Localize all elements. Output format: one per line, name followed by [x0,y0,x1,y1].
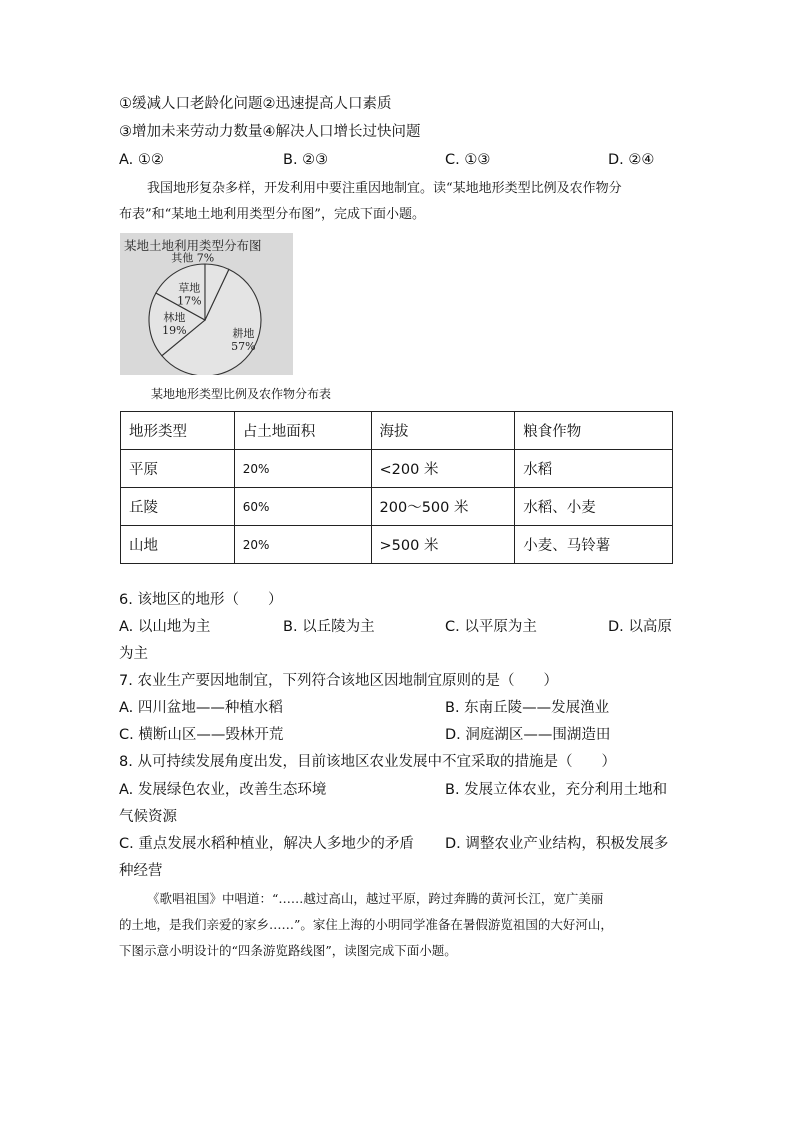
prev-option-b: B. ②③ [283,152,329,168]
land-use-pie-figure [120,233,293,375]
table-cell: 60% [234,488,371,526]
pie-value-label: 19% [162,323,187,337]
pie-label: 耕地 [232,326,255,340]
table-cell: 丘陵 [121,488,235,526]
prev-statements-line1: ①缓减人口老龄化问题②迅速提高人口素质 [119,96,392,112]
q7-option-d: D. 洞庭湖区——围湖造田 [445,727,611,743]
q8-option-d: D. 调整农业产业结构，积极发展多 [445,836,669,852]
q6-option-b: B. 以丘陵为主 [283,619,375,635]
q6-option-d-wrap: 为主 [119,646,148,662]
q6-option-d: D. 以高原 [608,619,672,635]
q7-option-c: C. 横断山区——毁林开荒 [119,727,284,743]
land-use-pie-svg [120,233,293,375]
intro1-line2: 布表”和“某地土地利用类型分布图”，完成下面小题。 [119,207,425,222]
table-cell: <200 米 [371,450,515,488]
table-cell: 20% [234,450,371,488]
table-header-cell: 海拔 [371,412,515,450]
q6-option-a: A. 以山地为主 [119,619,211,635]
q6-stem: 6. 该地区的地形（ ） [119,592,283,608]
intro1-line1: 我国地形复杂多样，开发利用中要注重因地制宜。读“某地地形类型比例及农作物分 [147,181,622,196]
intro2-line3: 下图示意小明设计的“四条游览路线图”，读图完成下面小题。 [119,943,457,958]
q8-option-d-wrap: 种经营 [119,863,163,879]
table-cell: 小麦、马铃薯 [515,526,673,564]
table-cell: 水稻、小麦 [515,488,673,526]
table-row [121,526,673,564]
q7-option-b: B. 东南丘陵——发展渔业 [445,700,610,716]
q8-option-c: C. 重点发展水稻种植业，解决人多地少的矛盾 [119,836,414,852]
table-header-row [121,412,673,450]
table-cell: 水稻 [515,450,673,488]
q8-option-b-wrap: 气候资源 [119,809,177,825]
table-caption: 某地地形类型比例及农作物分布表 [151,387,332,401]
table-cell: 山地 [121,526,235,564]
q7-stem: 7. 农业生产要因地制宜，下列符合该地区因地制宜原则的是（ ） [119,673,558,689]
table-cell: 平原 [121,450,235,488]
intro2-line1: 《歌唱祖国》中唱道：“……越过高山，越过平原，跨过奔腾的黄河长江，宽广美丽 [147,891,604,906]
table-header-cell: 粮食作物 [515,412,673,450]
pie-label: 林地 [163,310,186,324]
intro2-line2: 的土地，是我们亲爱的家乡……”。家住上海的小明同学准备在暑假游览祖国的大好河山， [119,917,613,932]
table-header-cell: 地形类型 [121,412,235,450]
q8-stem: 8. 从可持续发展角度出发，目前该地区农业发展中不宜采取的措施是（ ） [119,754,616,770]
q7-option-a: A. 四川盆地——种植水稻 [119,700,283,716]
table-header-cell: 占土地面积 [234,412,371,450]
pie-label: 其他 7% [171,251,215,265]
terrain-crop-table [120,411,673,564]
pie-value-label: 17% [177,294,202,308]
pie-label: 草地 [178,281,201,295]
table-cell: >500 米 [371,526,515,564]
q8-option-a: A. 发展绿色农业，改善生态环境 [119,782,327,798]
prev-option-d: D. ②④ [608,152,655,168]
pie-title: 某地土地利用类型分布图 [124,238,262,253]
pie-value-label: 57% [231,339,256,353]
table-row [121,488,673,526]
table-cell: 20% [234,526,371,564]
prev-option-a: A. ①② [119,152,164,168]
q8-option-b: B. 发展立体农业，充分利用土地和 [445,782,668,798]
table-row [121,450,673,488]
q6-option-c: C. 以平原为主 [445,619,537,635]
prev-option-c: C. ①③ [445,152,491,168]
prev-statements-line2: ③增加未来劳动力数量④解决人口增长过快问题 [119,124,421,140]
table-cell: 200～500 米 [371,488,515,526]
